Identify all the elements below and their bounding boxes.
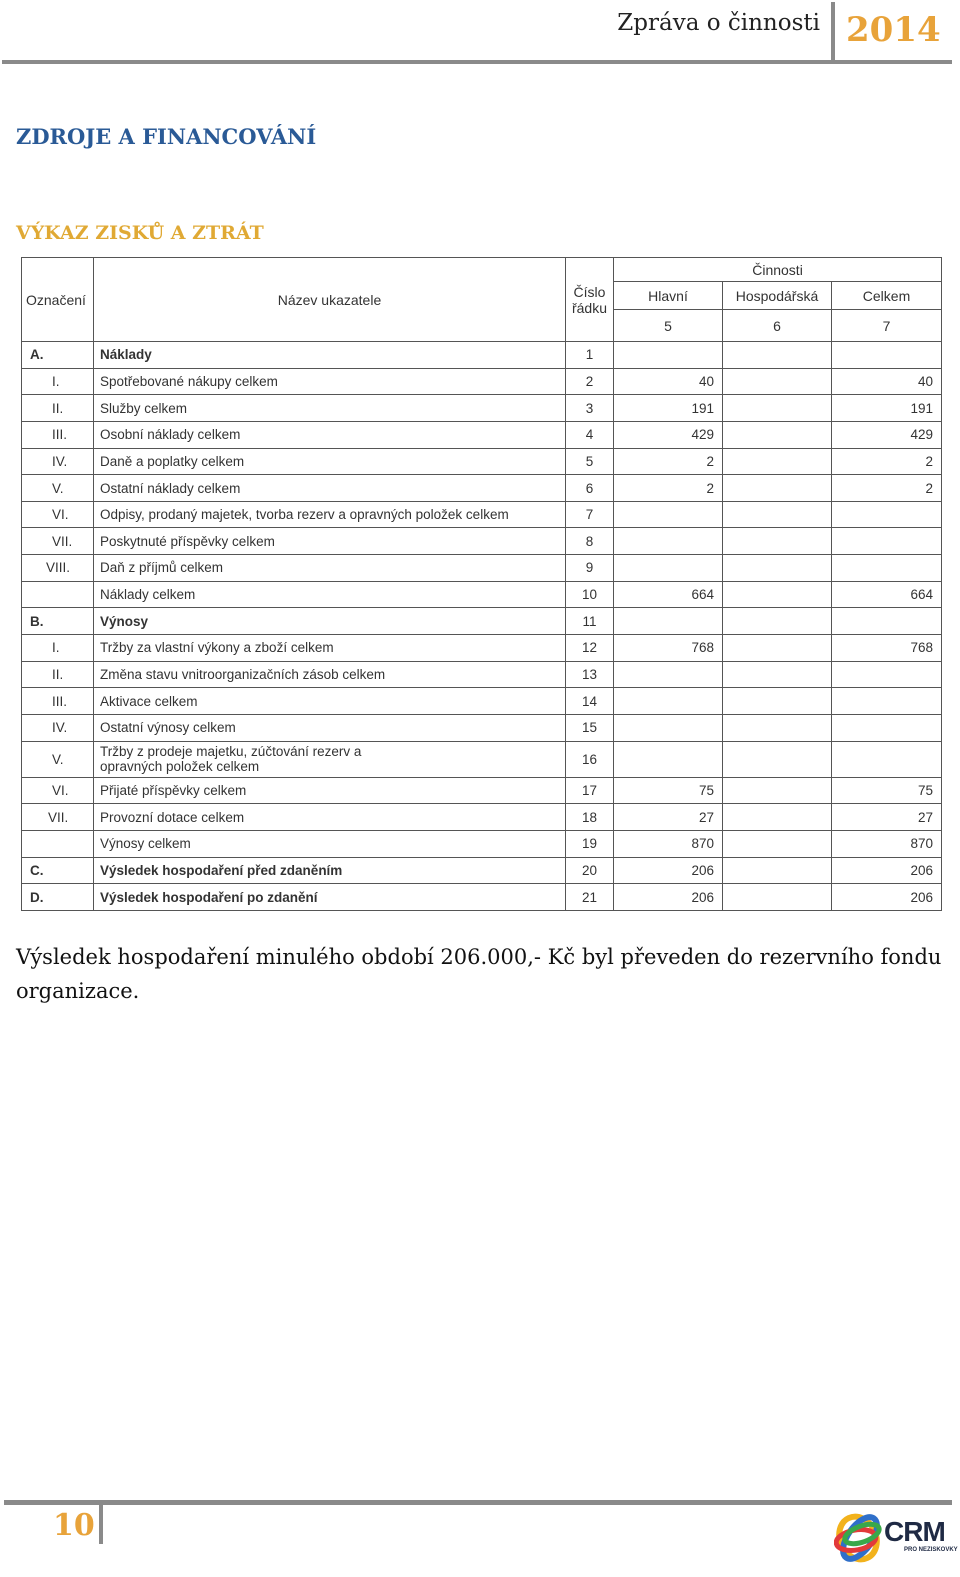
header-designation: Označení: [22, 258, 94, 342]
row-main: 768: [614, 635, 723, 662]
header-col-economic: 6: [723, 310, 832, 342]
row-code: IV.: [22, 714, 94, 741]
row-total: [832, 661, 942, 688]
row-number: 21: [566, 884, 614, 911]
row-main: [614, 688, 723, 715]
row-economic: [723, 581, 832, 608]
row-total: [832, 342, 942, 369]
table-row: [22, 741, 942, 777]
table-body: [22, 342, 942, 911]
table-row: [22, 501, 942, 528]
row-name: Osobní náklady celkem: [94, 421, 566, 448]
row-economic: [723, 804, 832, 831]
row-main: [614, 741, 723, 777]
table-row: [22, 661, 942, 688]
footer-rule: [4, 1500, 952, 1505]
row-main: [614, 608, 723, 635]
row-name: Provozní dotace celkem: [94, 804, 566, 831]
row-number: 13: [566, 661, 614, 688]
row-code: B.: [22, 608, 94, 635]
table-row: [22, 857, 942, 884]
row-name: Poskytnuté příspěvky celkem: [94, 528, 566, 555]
row-number: 2: [566, 368, 614, 395]
row-number: 6: [566, 475, 614, 502]
table-row: [22, 528, 942, 555]
row-economic: [723, 501, 832, 528]
row-total: 27: [832, 804, 942, 831]
row-economic: [723, 421, 832, 448]
table-row: [22, 777, 942, 804]
row-number: 1: [566, 342, 614, 369]
row-code: II.: [22, 661, 94, 688]
row-main: 664: [614, 581, 723, 608]
row-total: 429: [832, 421, 942, 448]
page-number: 10: [53, 1508, 95, 1543]
row-main: 2: [614, 448, 723, 475]
row-main: [614, 342, 723, 369]
row-code: A.: [22, 342, 94, 369]
row-main: 27: [614, 804, 723, 831]
row-number: 14: [566, 688, 614, 715]
footer-divider: [99, 1502, 103, 1544]
row-main: 206: [614, 884, 723, 911]
row-code: [22, 581, 94, 608]
row-name: Odpisy, prodaný majetek, tvorba rezerv a opravných položek celkem: [94, 501, 566, 528]
row-economic: [723, 368, 832, 395]
row-code: C.: [22, 857, 94, 884]
row-code: VIII.: [22, 555, 94, 582]
header-col-total: 7: [832, 310, 942, 342]
table-row: [22, 581, 942, 608]
header-rule: [2, 60, 952, 64]
row-main: 206: [614, 857, 723, 884]
table-row: [22, 555, 942, 582]
row-main: [614, 661, 723, 688]
row-name: Tržby z prodeje majetku, zúčtování rezerv a opravných položek celkem: [94, 741, 566, 777]
row-main: [614, 501, 723, 528]
row-total: 2: [832, 475, 942, 502]
row-number: 7: [566, 501, 614, 528]
row-economic: [723, 395, 832, 422]
row-name: Výsledek hospodaření před zdaněním: [94, 857, 566, 884]
row-code: VII.: [22, 528, 94, 555]
table-row: [22, 448, 942, 475]
logo-subtext: PRO NEZISKOVKY: [904, 1547, 958, 1553]
subsection-title: VÝKAZ ZISKŮ A ZTRÁT: [16, 222, 264, 244]
header-title: Zpráva o činnosti: [617, 10, 820, 36]
row-number: 20: [566, 857, 614, 884]
row-name: Daně a poplatky celkem: [94, 448, 566, 475]
profit-loss-table: [21, 257, 942, 911]
row-economic: [723, 777, 832, 804]
crm-logo: [834, 1510, 958, 1566]
row-name: Tržby za vlastní výkony a zboží celkem: [94, 635, 566, 662]
row-code: [22, 830, 94, 857]
row-name: Přijaté příspěvky celkem: [94, 777, 566, 804]
row-number: 10: [566, 581, 614, 608]
row-total: 2: [832, 448, 942, 475]
row-code: VI.: [22, 501, 94, 528]
row-number: 12: [566, 635, 614, 662]
row-total: [832, 501, 942, 528]
row-total: 870: [832, 830, 942, 857]
header-divider: [831, 2, 835, 62]
table-row: [22, 804, 942, 831]
row-total: 191: [832, 395, 942, 422]
row-code: III.: [22, 421, 94, 448]
row-code: V.: [22, 741, 94, 777]
row-name: Výnosy: [94, 608, 566, 635]
row-code: V.: [22, 475, 94, 502]
row-code: I.: [22, 368, 94, 395]
row-total: [832, 528, 942, 555]
row-name: Aktivace celkem: [94, 688, 566, 715]
row-code: III.: [22, 688, 94, 715]
row-main: 2: [614, 475, 723, 502]
row-number: 4: [566, 421, 614, 448]
table-row: [22, 368, 942, 395]
row-total: 40: [832, 368, 942, 395]
row-number: 11: [566, 608, 614, 635]
row-number: 15: [566, 714, 614, 741]
row-total: 206: [832, 884, 942, 911]
row-economic: [723, 688, 832, 715]
row-main: [614, 714, 723, 741]
row-economic: [723, 555, 832, 582]
row-name: Služby celkem: [94, 395, 566, 422]
row-name: Ostatní výnosy celkem: [94, 714, 566, 741]
row-economic: [723, 830, 832, 857]
row-total: 768: [832, 635, 942, 662]
row-main: 191: [614, 395, 723, 422]
row-economic: [723, 608, 832, 635]
row-total: [832, 608, 942, 635]
row-total: [832, 741, 942, 777]
row-code: D.: [22, 884, 94, 911]
table-row: [22, 475, 942, 502]
row-total: 206: [832, 857, 942, 884]
header-year: 2014: [846, 10, 941, 50]
header-total: Celkem: [832, 282, 942, 310]
table-row: [22, 884, 942, 911]
row-total: 75: [832, 777, 942, 804]
header-row-number: Číslo řádku: [566, 258, 614, 342]
row-economic: [723, 661, 832, 688]
logo-text: CRM: [884, 1516, 945, 1547]
row-code: VII.: [22, 804, 94, 831]
row-economic: [723, 448, 832, 475]
row-number: 18: [566, 804, 614, 831]
row-economic: [723, 741, 832, 777]
header-main: Hlavní: [614, 282, 723, 310]
table-row: [22, 395, 942, 422]
table-row: [22, 635, 942, 662]
row-number: 3: [566, 395, 614, 422]
table-row: [22, 830, 942, 857]
table-row: [22, 342, 942, 369]
row-main: [614, 555, 723, 582]
row-economic: [723, 884, 832, 911]
crm-logo-mark-icon: [834, 1510, 888, 1566]
row-economic: [723, 714, 832, 741]
row-name: Ostatní náklady celkem: [94, 475, 566, 502]
row-number: 19: [566, 830, 614, 857]
row-economic: [723, 635, 832, 662]
table-row: [22, 714, 942, 741]
header-indicator-name: Název ukazatele: [94, 258, 566, 342]
row-main: 75: [614, 777, 723, 804]
row-name: Daň z příjmů celkem: [94, 555, 566, 582]
row-total: [832, 688, 942, 715]
header-activities: Činnosti: [614, 258, 942, 282]
section-title: ZDROJE A FINANCOVÁNÍ: [16, 124, 317, 149]
table-row: [22, 688, 942, 715]
row-name: Náklady celkem: [94, 581, 566, 608]
row-economic: [723, 342, 832, 369]
row-total: 664: [832, 581, 942, 608]
row-main: [614, 528, 723, 555]
row-economic: [723, 528, 832, 555]
row-name: Náklady: [94, 342, 566, 369]
row-code: II.: [22, 395, 94, 422]
row-main: 40: [614, 368, 723, 395]
row-name: Výnosy celkem: [94, 830, 566, 857]
row-code: VI.: [22, 777, 94, 804]
row-name: Změna stavu vnitroorganizačních zásob celkem: [94, 661, 566, 688]
row-number: 9: [566, 555, 614, 582]
table-row: [22, 608, 942, 635]
row-number: 5: [566, 448, 614, 475]
row-name: Výsledek hospodaření po zdanění: [94, 884, 566, 911]
row-number: 16: [566, 741, 614, 777]
row-total: [832, 714, 942, 741]
row-total: [832, 555, 942, 582]
result-paragraph: Výsledek hospodaření minulého období 206.000,- Kč byl převeden do rezervního fondu organizace.: [16, 945, 942, 1003]
header-col-main: 5: [614, 310, 723, 342]
row-economic: [723, 857, 832, 884]
row-main: 870: [614, 830, 723, 857]
header-economic: Hospodářská: [723, 282, 832, 310]
row-code: I.: [22, 635, 94, 662]
row-name: Spotřebované nákupy celkem: [94, 368, 566, 395]
table-row: [22, 421, 942, 448]
row-code: IV.: [22, 448, 94, 475]
row-main: 429: [614, 421, 723, 448]
row-number: 8: [566, 528, 614, 555]
row-economic: [723, 475, 832, 502]
row-number: 17: [566, 777, 614, 804]
